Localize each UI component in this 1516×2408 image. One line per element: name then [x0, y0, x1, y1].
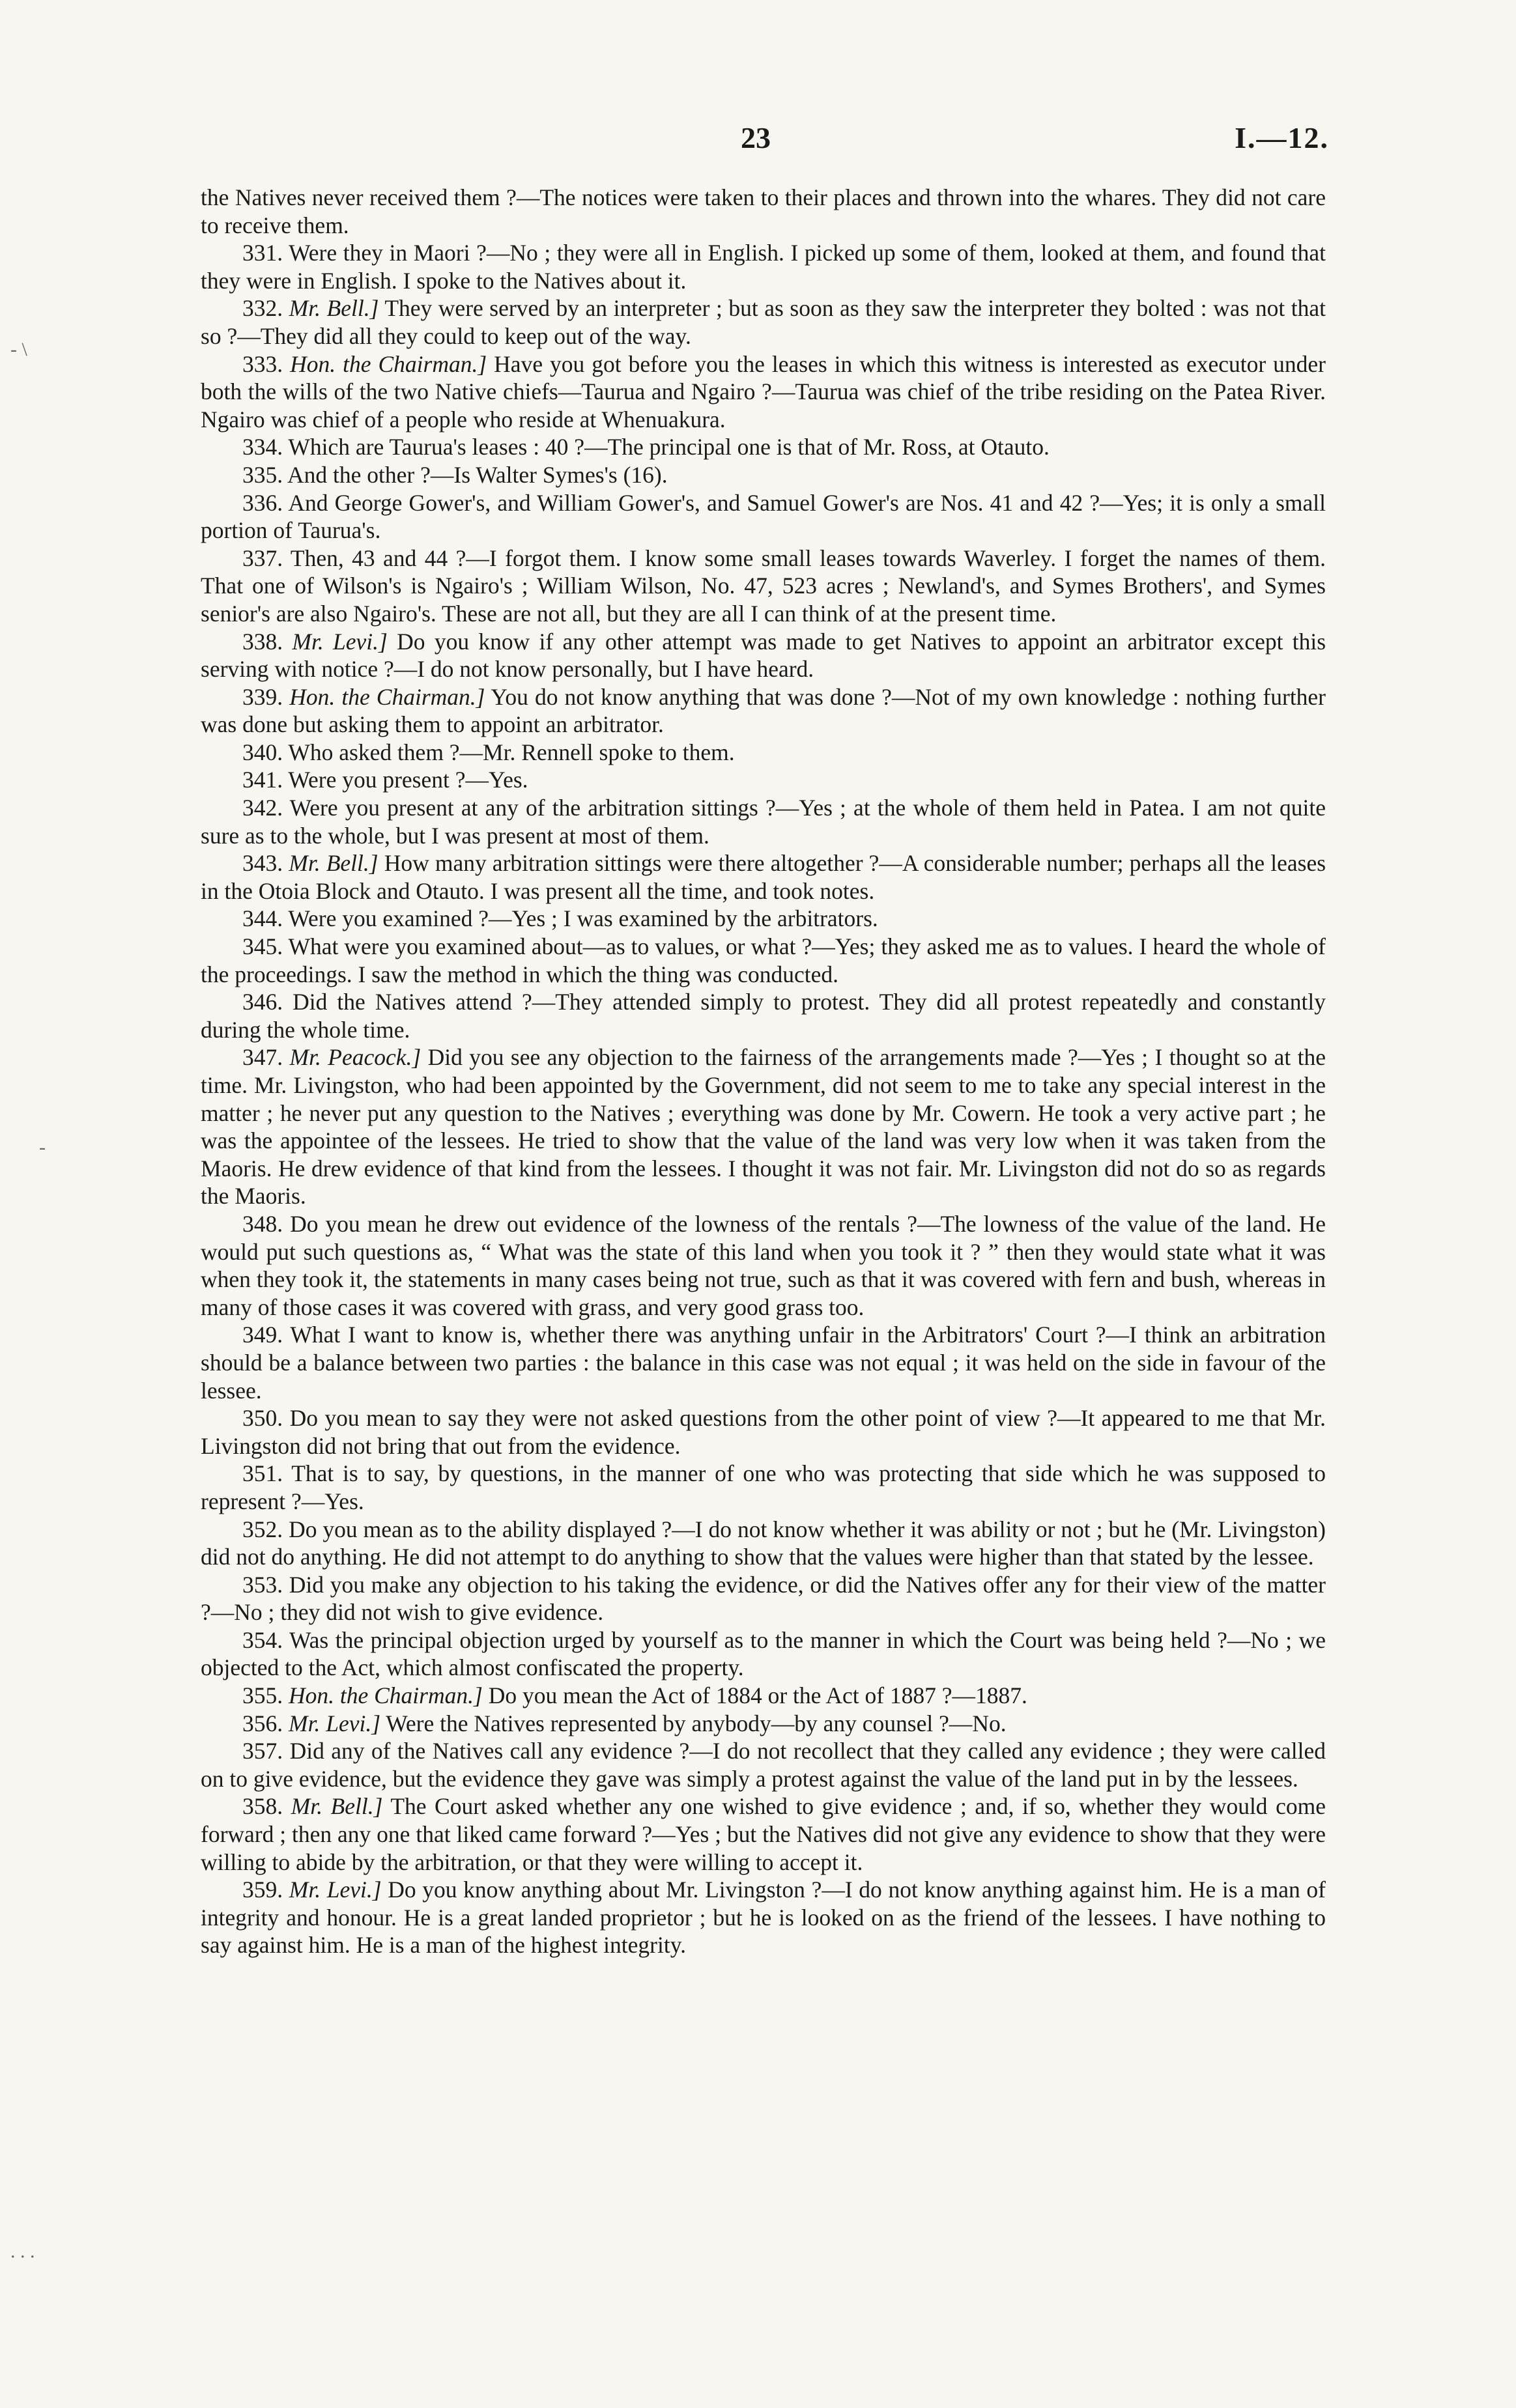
paragraph-text: Do you mean the Act of 1884 or the Act of 1887 ?—1887. [488, 1682, 1027, 1709]
paragraph-text: The Court asked whether any one wished to give evidence ; and, if so, whether they would come forward ; then any one that liked came forward ?—Yes ; but the Natives did not give any evidence to show that they were willing to abide by the arbitration, or that they were willing to accept it. [201, 1793, 1326, 1875]
question-number: 345. [242, 933, 283, 960]
question-number: 339. [242, 683, 283, 710]
paragraph-text: Was the principal objection urged by yourself as to the manner in which the Court was being held ?—No ; we objected to the Act, which almost confiscated the property. [201, 1626, 1326, 1681]
paragraph-text: Were you present ?—Yes. [288, 767, 528, 793]
paragraph-text: Were the Natives represented by anybody—by any counsel ?—No. [386, 1710, 1007, 1736]
paragraph-text: Were you examined ?—Yes ; I was examined by the arbitrators. [288, 905, 878, 932]
evidence-paragraph [201, 1321, 1326, 1404]
evidence-paragraph [201, 461, 1326, 489]
evidence-paragraph [201, 294, 1326, 350]
paragraph-text: What I want to know is, whether there was anything unfair in the Arbitrators' Court ?—I think an arbitration should be a balance between two parties : the balance in this case was not equal ; it was held on the side in favour of the lessee. [201, 1322, 1326, 1404]
margin-mark: . . . [10, 2241, 35, 2262]
question-number: 357. [242, 1738, 283, 1764]
evidence-paragraph [201, 1710, 1326, 1738]
evidence-paragraph [201, 739, 1326, 767]
question-number: 355. [242, 1682, 283, 1709]
paragraph-text: the Natives never received them ?—The notices were taken to their places and thrown into the whares. They did not care to receive them. [201, 184, 1326, 238]
question-number: 331. [242, 240, 283, 266]
evidence-paragraph [201, 1043, 1326, 1210]
speaker-name: Hon. the Chairman.] [289, 1682, 483, 1709]
evidence-paragraph [201, 766, 1326, 794]
speaker-name: Mr. Levi.] [292, 628, 388, 655]
question-number: 342. [242, 795, 283, 821]
paragraph-text: Who asked them ?—Mr. Rennell spoke to them. [288, 739, 735, 765]
question-number: 350. [242, 1405, 283, 1432]
paragraph-text: And the other ?—Is Walter Symes's (16). [287, 461, 668, 488]
evidence-paragraph [201, 905, 1326, 933]
paragraph-text: Do you mean as to the ability displayed ?—I do not know whether it was ability or not ; but he (Mr. Livingston) did not do anything. He did not attempt to do anything to show that the values were higher than that stated by the lessee. [201, 1516, 1326, 1570]
page-header [0, 120, 1516, 166]
paragraph-text: That is to say, by questions, in the manner of one who was protecting that side which he was supposed to represent ?—Yes. [201, 1460, 1326, 1514]
question-number: 343. [242, 850, 283, 877]
question-number: 341. [242, 767, 283, 793]
question-number: 336. [242, 489, 283, 516]
paragraph-text: Did any of the Natives call any evidence ?—I do not recollect that they called any evidence ; they were called on to give evidence, but the evidence they gave was simply a protest against the value of the land put in by the lessees. [201, 1738, 1326, 1792]
question-number: 332. [242, 295, 283, 322]
speaker-name: Hon. the Chairman.] [289, 683, 485, 710]
margin-mark: ‐ \ [10, 339, 27, 360]
question-number: 359. [242, 1877, 283, 1903]
question-number: 338. [242, 628, 283, 655]
paragraph-text: They were served by an interpreter ; but as soon as they saw the interpreter they bolted : was not that so ?—They did all they could to keep out of the way. [201, 295, 1326, 349]
question-number: 353. [242, 1571, 283, 1598]
speaker-name: Mr. Levi.] [289, 1877, 382, 1903]
question-number: 333. [242, 350, 283, 377]
evidence-paragraph [201, 933, 1326, 988]
evidence-paragraph [201, 239, 1326, 294]
paragraph-text: Do you know if any other attempt was made to get Natives to appoint an arbitrator except this serving with notice ?—I do not know personally, but I have heard. [201, 628, 1326, 683]
speaker-name: Mr. Bell.] [291, 1793, 383, 1820]
evidence-paragraph [201, 988, 1326, 1043]
paragraph-text: Which are Taurua's leases : 40 ?—The principal one is that of Mr. Ross, at Otauto. [288, 434, 1050, 460]
evidence-paragraph [201, 849, 1326, 905]
paragraph-text: Did you make any objection to his taking the evidence, or did the Natives offer any for their view of the matter ?—No ; they did not wish to give evidence. [201, 1571, 1326, 1626]
question-number: 346. [242, 989, 283, 1015]
speaker-name: Mr. Peacock.] [289, 1044, 422, 1071]
question-number: 348. [242, 1210, 283, 1237]
speaker-name: Mr. Levi.] [289, 1710, 381, 1736]
paragraph-text: Have you got before you the leases in which this witness is interested as executor under both the wills of the two Native chiefs—Taurua and Ngairo ?—Taurua was chief of the tribe residing on the Patea River. Ngairo was chief of a people who reside at Whenuakura. [201, 350, 1326, 432]
question-number: 352. [242, 1516, 283, 1542]
evidence-paragraph [201, 1460, 1326, 1515]
paragraph-text: What were you examined about—as to values, or what ?—Yes; they asked me as to values. I heard the whole of the proceedings. I saw the method in which the thing was conducted. [201, 933, 1326, 987]
question-number: 356. [242, 1710, 283, 1736]
evidence-paragraph [201, 628, 1326, 683]
question-number: 351. [242, 1460, 283, 1487]
evidence-paragraph [201, 350, 1326, 434]
question-number: 358. [242, 1793, 283, 1820]
paragraph-text: Were they in Maori ?—No ; they were all in English. I picked up some of them, looked at them, and found that they were in English. I spoke to the Natives about it. [201, 240, 1326, 294]
evidence-paragraph [201, 683, 1326, 739]
evidence-paragraph [201, 1210, 1326, 1321]
paragraph-text: Do you mean he drew out evidence of the lowness of the rentals ?—The lowness of the value of the land. He would put such questions as, “ What was the state of this land when you took it ? ” then they would state what it was when they took it, the statements in many cases being not true, such as that it was covered with fern and bush, whereas in many of those cases it was covered with grass, and very good grass too. [201, 1210, 1326, 1320]
evidence-text [201, 184, 1326, 1959]
question-number: 337. [242, 545, 283, 571]
paragraph-text: You do not know anything that was done ?—Not of my own knowledge : nothing further was done but asking them to appoint an arbitrator. [201, 683, 1326, 738]
question-number: 334. [242, 434, 283, 460]
page-number: 23 [741, 121, 771, 154]
paragraph-text: Were you present at any of the arbitration sittings ?—Yes ; at the whole of them held in Patea. I am not quite sure as to the whole, but I was present at most of them. [201, 795, 1326, 849]
evidence-paragraph [201, 1571, 1326, 1626]
paragraph-text: And George Gower's, and William Gower's, and Samuel Gower's are Nos. 41 and 42 ?—Yes; it is only a small portion of Taurua's. [201, 489, 1326, 544]
paragraph-text: Then, 43 and 44 ?—I forgot them. I know some small leases towards Waverley. I forget the names of them. That one of Wilson's is Ngairo's ; William Wilson, No. 47, 523 acres ; Newland's, and Symes Brothers', and Symes senior's are also Ngairo's. These are not all, but they are all I can think of at the present time. [201, 545, 1326, 627]
speaker-name: Mr. Bell.] [289, 850, 379, 877]
evidence-paragraph [201, 1516, 1326, 1571]
question-number: 354. [242, 1626, 283, 1653]
question-number: 349. [242, 1322, 283, 1348]
speaker-name: Mr. Bell.] [289, 295, 379, 322]
question-number: 335. [242, 461, 283, 488]
evidence-paragraph [201, 1876, 1326, 1959]
evidence-paragraph [201, 1682, 1326, 1710]
question-number: 344. [242, 905, 283, 932]
evidence-paragraph [201, 545, 1326, 628]
document-reference: I.—12. [1235, 121, 1329, 154]
question-number: 340. [242, 739, 283, 765]
question-number: 347. [242, 1044, 283, 1071]
evidence-paragraph [201, 433, 1326, 461]
evidence-paragraph [201, 794, 1326, 849]
paragraph-text: How many arbitration sittings were there altogether ?—A considerable number; perhaps all the leases in the Otoia Block and Otauto. I was present all the time, and took notes. [201, 850, 1326, 904]
evidence-paragraph [201, 1626, 1326, 1682]
paragraph-text: Do you know anything about Mr. Livingston ?—I do not know anything against him. He is a man of integrity and honour. He is a great landed proprietor ; but he is looked on as the friend of the lessees. I have nothing to say against him. He is a man of the highest integrity. [201, 1877, 1326, 1959]
speaker-name: Hon. the Chairman.] [290, 350, 487, 377]
paragraph-text: Do you mean to say they were not asked questions from the other point of view ?—It appeared to me that Mr. Livingston did not bring that out from the evidence. [201, 1405, 1326, 1459]
margin-mark: ‐ [39, 1137, 46, 1158]
evidence-paragraph [201, 489, 1326, 545]
paragraph-text: Did you see any objection to the fairness of the arrangements made ?—Yes ; I thought so at the time. Mr. Livingston, who had been appointed by the Government, did not seem to me to take any special interest in the matter ; he never put any question to the Natives ; everything was done by Mr. Cowern. He took a very active part ; he was the appointee of the lessees. He tried to show that the value of the land was very low when it was taken from the Maoris. He drew evidence of that kind from the lessees. I thought it was not fair. Mr. Livingston did not do so as regards the Maoris. [201, 1044, 1326, 1210]
evidence-paragraph [201, 1792, 1326, 1876]
paragraph-text: Did the Natives attend ?—They attended simply to protest. They did all protest repeatedly and constantly during the whole time. [201, 989, 1326, 1043]
evidence-paragraph [201, 1737, 1326, 1792]
evidence-paragraph [201, 184, 1326, 239]
evidence-paragraph [201, 1404, 1326, 1460]
